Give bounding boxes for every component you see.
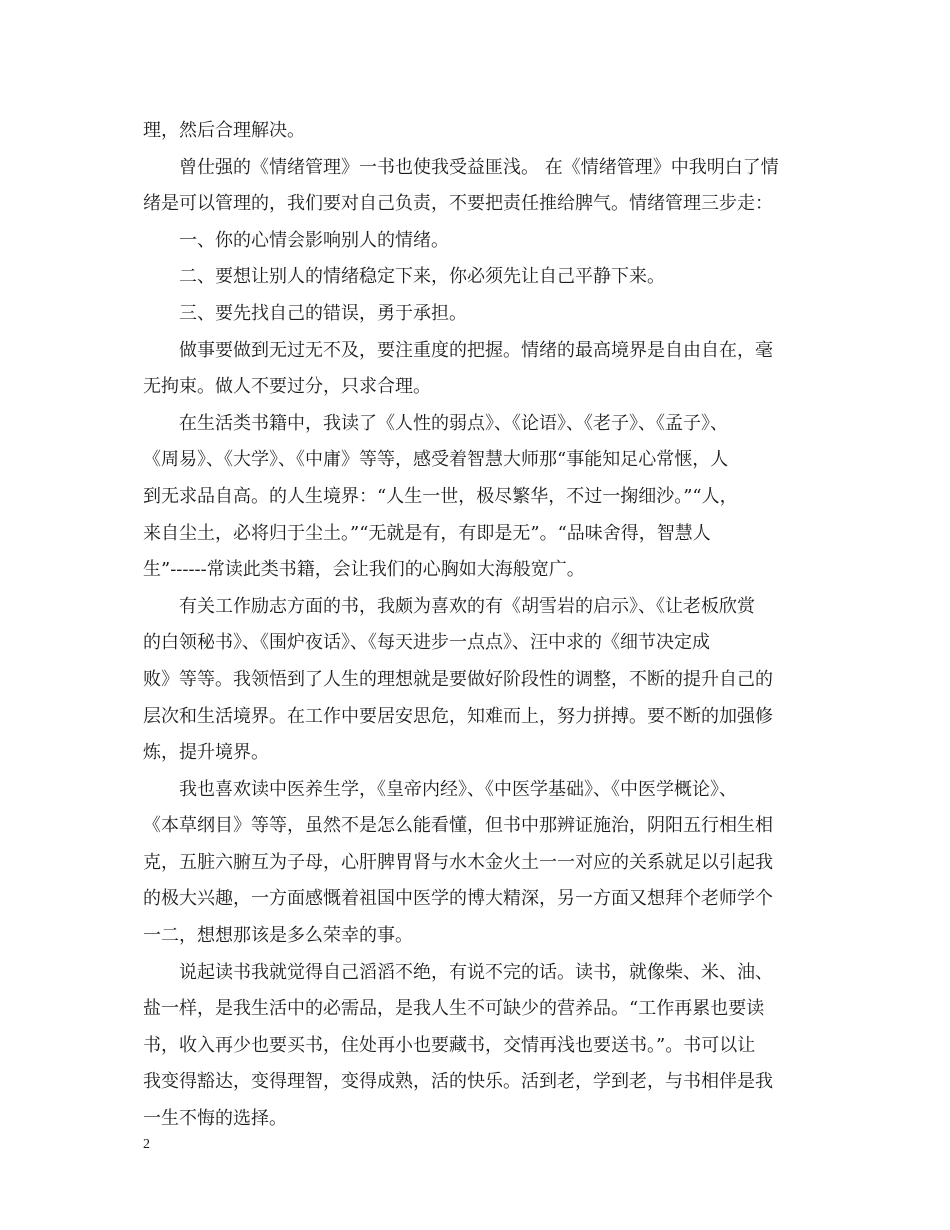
text-line: 二、要想让别人的情绪稳定下来，你必须先让自己平静下来。 [179, 266, 665, 288]
text-line: 我也喜欢读中医养生学，《皇帝内经》、《中医学基础》、《中医学概论》、 [179, 778, 737, 800]
paragraph [143, 333, 833, 406]
text-line: 做事要做到无过无不及，要注重度的把握。情绪的最高境界是自由自在，毫 [179, 339, 773, 361]
text-line: 来自尘土，必将归于尘土。”“无就是有，有即是无”。“品味舍得，智慧人 [143, 522, 711, 544]
text-line: 在生活类书籍中，我读了《人性的弱点》、《论语》、《老子》、《孟子》、 [179, 412, 728, 434]
text-line: 一、你的心情会影响别人的情绪。 [179, 229, 449, 251]
text-line: 我变得豁达，变得理智，变得成熟，活的快乐。活到老，学到老，与书相伴是我 [143, 1071, 773, 1093]
paragraph [143, 113, 833, 150]
paragraph [143, 955, 833, 1138]
text-line: 曾仕强的《情绪管理》一书也使我受益匪浅。 在《情绪管理》中我明白了情 [179, 156, 779, 178]
text-line: 绪是可以管理的，我们要对自己负责，不要把责任推给脾气。情绪管理三步走： [143, 193, 773, 215]
paragraph [143, 406, 833, 589]
text-line: 有关工作励志方面的书，我颇为喜欢的有《胡雪岩的启示》、《让老板欣赏 [179, 595, 755, 617]
paragraph [143, 223, 833, 260]
page-number: 2 [143, 1137, 150, 1152]
paragraph [143, 150, 833, 223]
text-line: 《周易》、《大学》、《中庸》等等，感受着智慧大师那“事能知足心常惬，人 [143, 449, 729, 471]
text-line: 一生不悔的选择。 [143, 1108, 287, 1130]
text-line: 的极大兴趣，一方面感慨着祖国中医学的博大精深，另一方面又想拜个老师学个 [143, 888, 773, 910]
text-line: 无拘束。做人不要过分，只求合理。 [143, 376, 431, 398]
paragraph [143, 772, 833, 955]
text-line: 炼，提升境界。 [143, 742, 269, 764]
text-line: 败》等等。我领悟到了人生的理想就是要做好阶段性的调整，不断的提升自己的 [143, 668, 773, 690]
text-line: 克，五脏六腑互为子母，心肝脾胃肾与水木金火土一一对应的关系就足以引起我 [143, 851, 773, 873]
text-line: 的白领秘书》、《围炉夜话》、《每天进步一点点》、汪中求的《细节决定成 [143, 632, 710, 654]
text-line: 说起读书我就觉得自己滔滔不绝，有说不完的话。读书，就像柴、米、油、 [179, 961, 773, 983]
text-line: 一二，想想那该是多么荣幸的事。 [143, 925, 413, 947]
text-line: 盐一样，是我生活中的必需品，是我人生不可缺少的营养品。“工作再累也要读 [143, 998, 765, 1020]
text-line: 书，收入再少也要买书，住处再小也要藏书，交情再浅也要送书。”。书可以让 [143, 1034, 756, 1056]
paragraph [143, 589, 833, 772]
document-body [143, 113, 833, 1138]
text-line: 到无求品自高。的人生境界：“人生一世，极尽繁华，不过一掬细沙。”“人， [143, 485, 738, 507]
text-line: 层次和生活境界。在工作中要居安思危，知难而上，努力拼搏。要不断的加强修 [143, 705, 773, 727]
text-line: 生”------常读此类书籍，会让我们的心胸如大海般宽广。 [143, 559, 585, 581]
text-line: 《本草纲目》等等，虽然不是怎么能看懂，但书中那辨证施治，阴阳五行相生相 [143, 815, 773, 837]
text-line: 三、要先找自己的错误，勇于承担。 [179, 302, 467, 324]
paragraph [143, 259, 833, 296]
paragraph [143, 296, 833, 333]
text-line: 理，然后合理解决。 [143, 120, 305, 141]
